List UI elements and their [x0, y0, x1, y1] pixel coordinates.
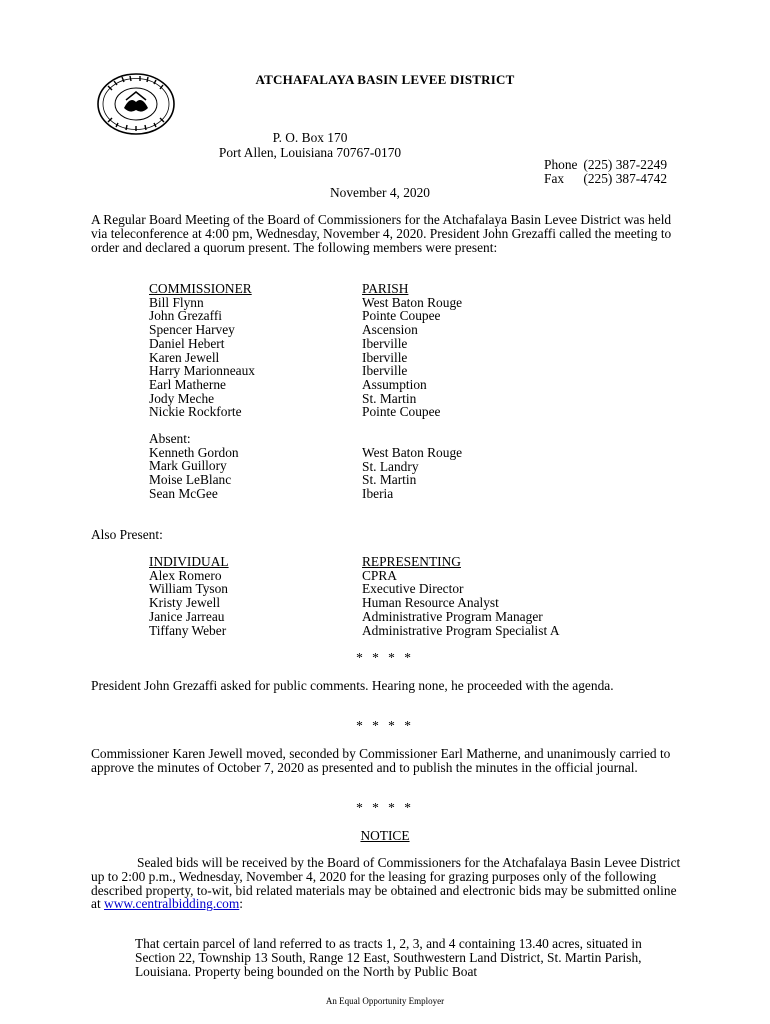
absent-parish: St. Landry: [362, 458, 419, 474]
representing-role: Administrative Program Manager: [362, 608, 543, 624]
individual-name: Janice Jarreau: [149, 608, 225, 624]
individual-name: Kristy Jewell: [149, 595, 221, 611]
footer-text: An Equal Opportunity Employer: [325, 996, 445, 1006]
also-present-label: Also Present:: [91, 527, 163, 542]
absent-parish: St. Martin: [362, 472, 417, 488]
commissioner-name: Daniel Hebert: [149, 335, 225, 351]
representing-role: CPRA: [362, 567, 397, 583]
individual-name: Tiffany Weber: [149, 622, 227, 638]
individual-name: Alex Romero: [149, 567, 222, 583]
commissioner-name: Spencer Harvey: [149, 322, 235, 338]
minutes-motion-paragraph: Commissioner Karen Jewell moved, seconded by Commissioner Earl Matherne, and unanimously carried to approve the minutes of October 7, 2020 as presented and to publish the minutes in the official journal.: [91, 746, 671, 775]
commissioner-header: COMMISSIONER: [149, 281, 252, 296]
address-line: P. O. Box 170: [272, 130, 348, 145]
individual-header: INDIVIDUAL: [149, 554, 229, 569]
public-comments-paragraph: President John Grezaffi asked for public comments. Hearing none, he proceeded with the agenda.: [91, 678, 614, 693]
absent-name: Mark Guillory: [149, 458, 227, 474]
individual-name: William Tyson: [149, 581, 228, 597]
parish-name: Assumption: [362, 376, 427, 392]
commissioner-name: Nickie Rockforte: [149, 404, 242, 420]
commissioner-name: Harry Marionneaux: [149, 363, 255, 379]
intro-paragraph: A Regular Board Meeting of the Board of Commissioners for the Atchafalaya Basin Levee District was held via teleconference at 4:00 pm, Wednesday, November 4, 2020. President John Grezaffi called the meeting to order and declared a quorum present. The following members were present:: [91, 212, 672, 255]
notice-body-text: Sealed bids will be received by the Board of Commissioners for the Atchafalaya Basin Levee District up to 2:00 p.m., Wednesday, November 4, 2020 for the leasing for grazing purposes only of the following described property, to-wit, bid related materials may be obtained and electronic bids may be submitted online at: [91, 855, 681, 912]
section-separator: * * * *: [356, 800, 414, 815]
representing-role: Executive Director: [362, 581, 464, 597]
central-bidding-link[interactable]: www.centralbidding.com: [104, 896, 240, 912]
absent-name: Sean McGee: [149, 485, 218, 501]
notice-body: [91, 856, 681, 911]
notice-heading: [0, 828, 770, 844]
fax-number: (225) 387-4742: [583, 171, 668, 186]
parish-name: St. Martin: [362, 390, 417, 406]
parcel-description: That certain parcel of land referred to as tracts 1, 2, 3, and 4 containing 13.40 acres, situated in Section 22, Township 13 South, Range 12 East, Southwestern Land District, St. Martin Parish, Louisiana. Property being bounded on the North by Public Boat: [135, 936, 642, 979]
mailing-address: [200, 130, 420, 160]
parish-name: West Baton Rouge: [362, 294, 463, 310]
absent-name: Moise LeBlanc: [149, 472, 232, 488]
contact-block: [544, 158, 667, 186]
absent-parish: Iberia: [362, 486, 394, 502]
notice-colon: :: [239, 896, 243, 912]
commissioner-name: John Grezaffi: [149, 308, 223, 324]
phone-label: Phone: [544, 157, 578, 172]
parish-name: Iberville: [362, 363, 408, 379]
section-separator: * * * *: [356, 718, 414, 733]
parish-name: Iberville: [362, 349, 408, 365]
commissioner-name: Earl Matherne: [149, 376, 226, 392]
present-parish-column: [362, 282, 462, 419]
parish-name: Pointe Coupee: [362, 308, 441, 324]
absent-parish-column: [362, 446, 462, 501]
document-date: November 4, 2020: [329, 185, 431, 200]
absent-parish: West Baton Rouge: [362, 445, 463, 460]
present-commissioners-column: [149, 282, 255, 419]
commissioner-name: Jody Meche: [149, 390, 215, 406]
parish-name: Ascension: [362, 322, 418, 338]
address-line: Port Allen, Louisiana 70767-0170: [218, 145, 402, 160]
notice-heading-text: NOTICE: [360, 828, 410, 843]
fax-label: Fax: [544, 171, 565, 186]
individual-column: [149, 555, 229, 637]
commissioner-name: Karen Jewell: [149, 349, 220, 365]
parish-name: Iberville: [362, 335, 408, 351]
section-separator: * * * *: [356, 650, 414, 665]
representing-column: [362, 555, 560, 637]
organization-title: ATCHAFALAYA BASIN LEVEE DISTRICT: [255, 72, 515, 87]
representing-role: Human Resource Analyst: [362, 595, 499, 611]
representing-header: REPRESENTING: [362, 554, 461, 569]
representing-role: Administrative Program Specialist A: [362, 622, 560, 638]
phone-number: (225) 387-2249: [583, 157, 668, 172]
parish-header: PARISH: [362, 281, 409, 296]
absent-label: Absent:: [149, 431, 191, 446]
parish-name: Pointe Coupee: [362, 404, 441, 420]
commissioner-name: Bill Flynn: [149, 294, 204, 310]
absent-commissioners-column: [149, 432, 239, 501]
absent-name: Kenneth Gordon: [149, 444, 239, 460]
